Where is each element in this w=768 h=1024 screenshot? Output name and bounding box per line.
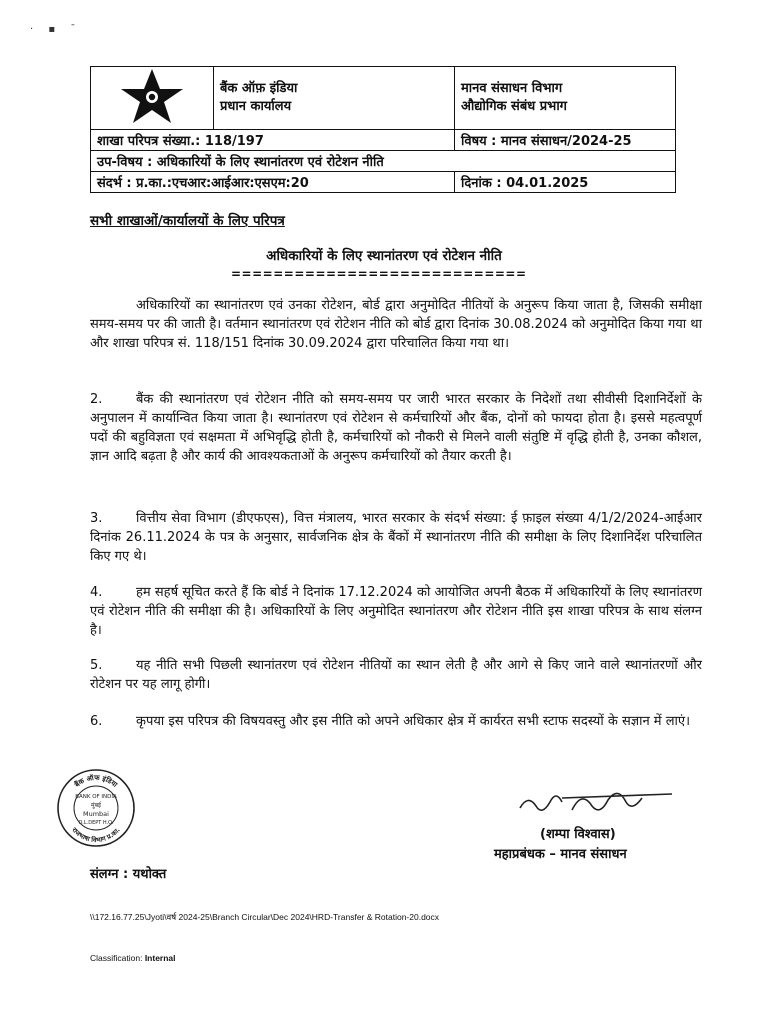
seal-city-hi: मुंबई [91, 802, 101, 809]
paragraph-1-text: अधिकारियों का स्थानांतरण एवं उनका रोटेशन, बोर्ड द्वारा अनुमोदित नीतियों के अनुरूप किया जाता है, जिसकी समीक्षा समय-समय पर की जाती है। वर्तमान स्थानांतरण एवं रोटेशन नीति को बोर्ड द्वारा दिनांक 30.08.2024 को अनुमोदित किया गया था और शाखा परिपत्र सं. 118/151 दिनांक 30.09.2024 द्वारा परिचालित किया गया था। [90, 298, 702, 351]
circular-title: सभी शाखाओं/कार्यालयों के लिए परिपत्र [90, 213, 285, 229]
seal-top-text: बैंक ऑफ इंडिया [73, 773, 119, 789]
signature-text: शम्पा विश्वास [660, 822, 665, 823]
header-table [90, 66, 676, 193]
paragraph-5-number: 5. [90, 658, 103, 673]
bank-star-logo-icon [117, 67, 187, 125]
paragraph-6 [90, 712, 702, 731]
circular-number: शाखा परिपत्र संख्या.: 118/197 [91, 130, 455, 151]
paragraph-2-text: बैंक की स्थानांतरण एवं रोटेशन नीति को समय-समय पर जारी भारत सरकार के निदेशों तथा सीवीसी दिशानिर्देशों के अनुपालन में कार्यान्वित किया जाता है। स्थानांतरण एवं रोटेशन से कर्मचारियों और बैंक, दोनों को फायदा होता है। इससे महत्वपूर्ण पदों की बहुविज्ञता एवं सक्षमता में अभिवृद्धि होती है, कर्मचारियों को नौकरी से मिलने वाली संतुष्टि में वृद्धि होती है, उनका कौशल, ज्ञान आदि बढ़ता है और कार्य की आवश्यकताओं के अनुरूप कर्मचारियों को तैयार करती है। [90, 392, 702, 464]
department-cell [455, 67, 676, 130]
bank-name: बैंक ऑफ़ इंडिया [220, 81, 298, 96]
classification-label: Classification: [90, 953, 143, 963]
department-name: मानव संसाधन विभाग [461, 81, 563, 96]
main-title: अधिकारियों के लिए स्थानांतरण एवं रोटेशन नीति [266, 248, 502, 264]
classification [90, 953, 176, 963]
classification-value: Internal [144, 953, 176, 963]
bank-info-cell [214, 67, 455, 130]
paragraph-5-text: यह नीति सभी पिछली स्थानांतरण एवं रोटेशन नीतियों का स्थान लेती है और आगे से किए जाने वाले स्थानांतरणों और रोटेशन पर यह लागू होगी। [90, 658, 702, 692]
logo-cell [91, 67, 214, 130]
file-path: \\172.16.77.25\Jyoti\वर्ष 2024-25\Branch Circular\Dec 2024\HRD-Transfer & Rotation-20.docx [90, 912, 440, 922]
seal-bottom-text: राजभाषा विभाग प्र.का. [70, 825, 122, 845]
paragraph-5 [90, 656, 702, 694]
signatory-designation: महाप्रबंधक – मानव संसाधन [494, 847, 627, 862]
paragraph-4-number: 4. [90, 585, 103, 600]
title-divider: ============================ [231, 267, 527, 281]
paragraph-4 [90, 583, 702, 640]
seal-dept: O.L.DEPT H.O. [78, 820, 114, 826]
handwritten-signature-icon [510, 776, 690, 826]
enclosure: संलग्न : यथोक्त [90, 867, 167, 882]
office-name: प्रधान कार्यालय [220, 99, 292, 114]
paragraph-6-number: 6. [90, 714, 103, 729]
reference: संदर्भ : प्र.का.:एचआर:आईआर:एसएम:20 [91, 172, 455, 193]
subject: विषय : मानव संसाधन/2024-25 [455, 130, 676, 151]
svg-text:बैंक ऑफ इंडिया [72, 773, 120, 790]
paragraph-3-number: 3. [90, 511, 103, 526]
sub-subject: उप-विषय : अधिकारियों के लिए स्थानांतरण एवं रोटेशन नीति [91, 151, 676, 172]
seal-city: Mumbai [83, 810, 109, 818]
paragraph-3-text: वित्तीय सेवा विभाग (डीएफएस), वित्त मंत्रालय, भारत सरकार के संदर्भ संख्या: ई फ़ाइल संख्या 4/1/2/2024-आईआर दिनांक 26.11.2024 के पत्र के अनुसार, सार्वजनिक क्षेत्र के बैंकों में स्थानांतरण नीति की समीक्षा के लिए दिशानिर्देश परिचालित किए गए थे। [90, 511, 702, 564]
division-name: औद्योगिक संबंध प्रभाग [461, 99, 568, 114]
paragraph-2 [90, 390, 702, 466]
paragraph-6-text: कृपया इस परिपत्र की विषयवस्तु और इस नीति को अपने अधिकार क्षेत्र में कार्यरत सभी स्टाफ सदस्यों के सज्ञान में लाएं। [136, 714, 691, 729]
scan-specks: · ▪ ˉ [30, 24, 82, 35]
paragraph-2-number: 2. [90, 392, 103, 407]
date: दिनांक : 04.01.2025 [455, 172, 676, 193]
paragraph-1 [90, 296, 702, 353]
paragraph-4-text: हम सहर्ष सूचित करते हैं कि बोर्ड ने दिनांक 17.12.2024 को आयोजित अपनी बैठक में अधिकारियों के लिए स्थानांतरण एवं रोटेशन नीति की समीक्षा की है। अधिकारियों के लिए अनुमोदित स्थानांतरण और रोटेशन नीति इस शाखा परिपत्र के साथ संलग्न है। [90, 585, 702, 638]
signatory-name: (शम्पा विश्वास) [540, 827, 616, 842]
official-seal-icon [56, 768, 136, 848]
paragraph-3 [90, 509, 702, 566]
seal-bank-text: BANK OF INDIA [75, 794, 117, 800]
